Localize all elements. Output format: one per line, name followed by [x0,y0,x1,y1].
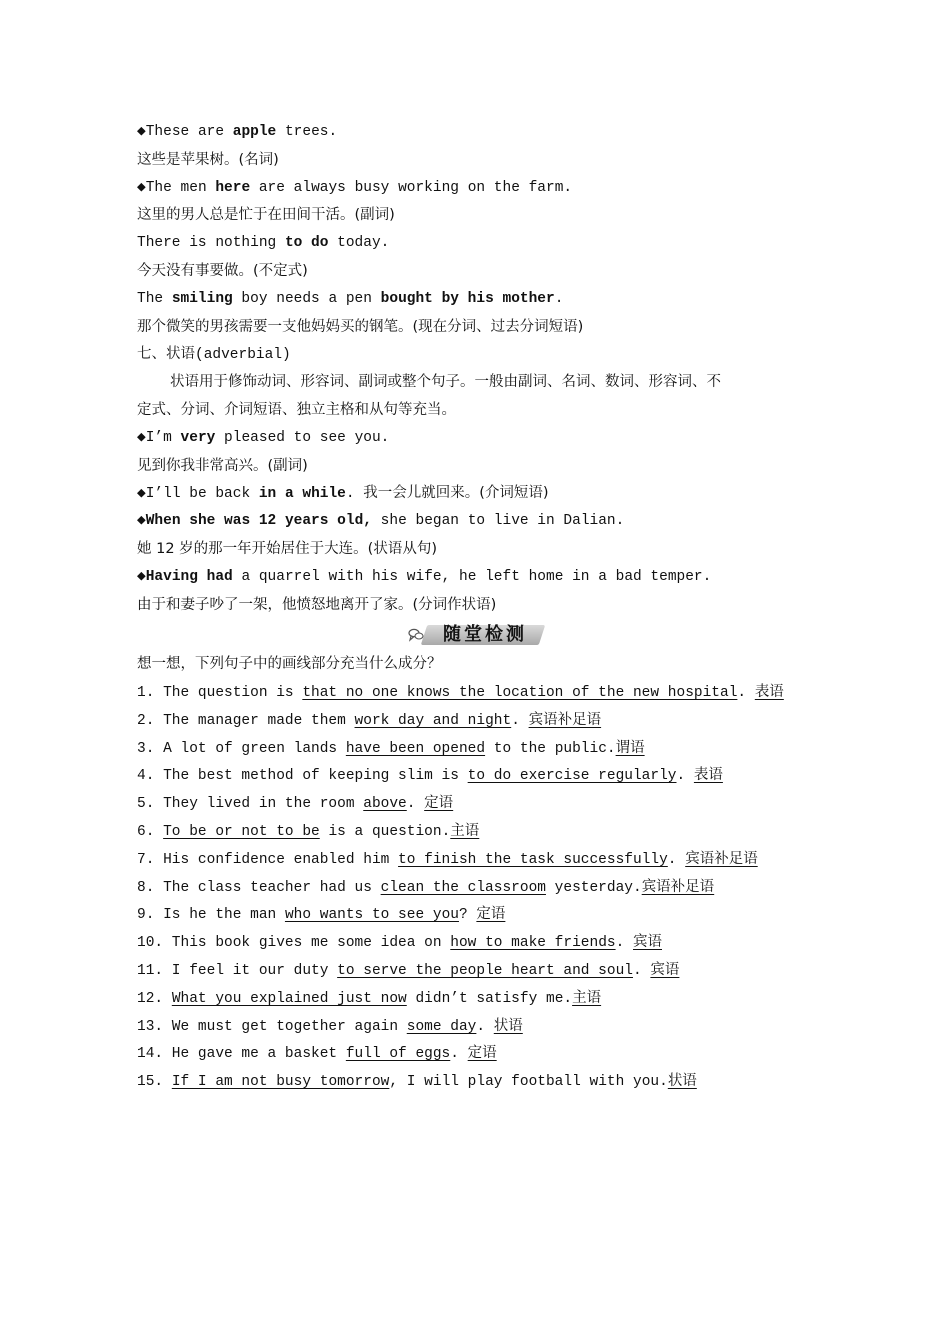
text-segment: 6. [137,824,164,840]
text-segment: 15. [137,1074,172,1091]
text-segment: 12. [137,990,172,1007]
bold-phrase: apple [232,124,277,140]
quiz-item [137,765,723,786]
text-line [137,289,563,309]
bold-phrase: bought by his mother [380,290,555,307]
text-segment: . [406,796,425,813]
text-segment: ◆These are [137,124,233,140]
answer-text: 定语 [424,795,454,812]
answer-text: 状语 [493,1017,523,1034]
underlined-phrase: work day and night [354,712,512,729]
quiz-item [137,988,601,1009]
text-segment: (adverbial) [195,347,291,364]
underlined-phrase: how to make friends [450,935,616,952]
underlined-phrase: have been opened [345,740,486,757]
text-segment: The [137,290,172,307]
text-segment: . [450,1046,468,1063]
text-segment: to the public. [485,740,616,757]
underlined-phrase: to serve the people heart and soul [337,963,633,979]
text-segment: 10. This book gives me some idea on [137,935,451,952]
answer-text: 表语 [693,767,723,784]
text-segment: ◆The men [137,179,216,196]
text-segment: 3. A lot of green lands [137,740,346,757]
answer-text: 宾语补足语 [641,878,715,895]
quiz-item [137,710,601,731]
text-segment: . [615,935,633,952]
quiz-item [137,849,758,870]
text-line [137,483,549,504]
answer-text: 谓语 [615,739,645,756]
text-segment: 今天没有事要做。(不定式) [137,263,308,279]
text-segment: , I will play football with you. [389,1074,668,1091]
text-segment: is a question. [319,824,451,840]
text-segment: today. [328,235,390,252]
quiz-item [137,793,453,814]
text-line [137,178,572,198]
text-segment: ? [458,907,477,924]
answer-text: 宾语 [633,934,662,951]
text-segment: are always busy working on the farm. [250,179,573,196]
text-segment: 11. I feel it our duty [137,963,338,979]
text-segment: 5. They lived in the room [137,796,364,813]
underlined-phrase: who wants to see you [284,907,459,924]
text-line [137,567,711,587]
text-segment: 见到你我非常高兴。(副词) [137,457,308,474]
quiz-item [137,682,784,703]
text-segment: 定式、分词、介词短语、独立主格和从句等充当。 [137,402,456,418]
quiz-item [137,1016,523,1037]
text-line [137,428,389,448]
bold-phrase: here [215,179,251,196]
text-segment: . [676,768,694,785]
text-segment: . [476,1018,494,1035]
text-line [137,205,395,226]
underlined-phrase: What you explained just now [171,990,407,1007]
quiz-intro: 想一想，下列句子中的画线部分充当什么成分？ [137,656,442,672]
text-segment: ◆I’ll be back [137,486,259,503]
text-segment: didn’t satisfy me. [406,990,573,1007]
text-line [137,456,308,477]
text-line [137,511,624,531]
quiz-item [137,932,662,953]
text-segment: yesterday. [545,879,642,896]
text-line [137,595,496,616]
underlined-phrase: to do exercise regularly [467,768,677,785]
section-banner [408,623,544,647]
answer-text: 宾语补足语 [528,711,602,728]
text-segment: she began to live in Dalian. [371,513,625,530]
text-line [137,400,456,421]
quiz-item [137,738,645,759]
text-segment: 七、状语 [137,346,195,363]
text-segment: 7. His confidence enabled him [137,851,399,868]
text-line [170,372,721,393]
text-line [137,150,279,171]
text-segment: ◆ [137,513,146,530]
text-segment: trees. [276,124,338,140]
bold-phrase: very [180,429,216,446]
text-segment: 14. He gave me a basket [137,1046,346,1063]
text-segment: pleased to see you. [215,429,390,446]
answer-text: 表语 [754,684,784,700]
bold-phrase: When she was 12 years old, [145,513,372,530]
text-segment: 9. Is he the man [137,907,285,924]
bold-phrase: to do [284,235,329,252]
text-segment: . [633,963,651,979]
text-line [137,539,437,560]
text-segment: 我一会儿就回来。(介词短语) [363,485,549,502]
underlined-phrase: clean the classroom [380,879,546,896]
banner-title: 随堂检测 [443,624,527,645]
text-segment: . [737,685,755,701]
answer-text: 定语 [476,906,506,923]
text-segment: 这些是苹果树。(名词) [137,151,279,168]
text-segment: a quarrel with his wife, he left home in a bad temper. [232,568,712,585]
underlined-phrase: some day [406,1018,477,1035]
underlined-phrase: full of eggs [345,1046,451,1063]
bold-phrase: in a while [258,486,346,503]
answer-text: 定语 [467,1045,497,1062]
text-segment: 那个微笑的男孩需要一支他妈妈买的钢笔。(现在分词、过去分词短语) [137,318,584,335]
text-line [137,261,308,282]
text-line [137,122,337,142]
text-segment: . [345,486,364,503]
answer-text: 主语 [572,989,602,1006]
text-line [137,233,389,253]
text-segment: ◆I’m [137,429,181,446]
text-segment: boy needs a pen [232,290,381,307]
answer-text: 宾语补足语 [685,850,758,867]
text-segment: 4. The best method of keeping slim is [137,768,468,785]
answer-text: 宾语 [650,962,680,978]
text-segment: 这里的男人总是忙于在田间干活。(副词) [137,207,395,224]
text-segment: 1. The question is [137,685,303,701]
underlined-phrase: to finish the task successfully [398,851,668,868]
bold-phrase: Having had [145,568,233,585]
text-segment: 8. The class teacher had us [137,879,381,896]
bold-phrase: smiling [171,290,233,307]
underlined-phrase: To be or not to be [163,824,320,840]
quiz-item [137,960,679,981]
text-segment: 由于和妻子吵了一架，他愤怒地离开了家。(分词作状语) [137,596,497,613]
text-segment: 2. The manager made them [137,712,355,729]
quiz-item [137,1043,497,1064]
text-segment: . [511,712,529,729]
text-segment: There is nothing [137,235,285,252]
answer-text: 主语 [450,823,480,839]
text-segment: . [667,851,686,868]
quiz-item [137,877,714,898]
text-line [137,344,291,365]
text-segment: ◆ [137,568,146,585]
quiz-item [137,1071,697,1092]
underlined-phrase: If I am not busy tomorrow [171,1074,390,1091]
underlined-phrase: above [363,796,407,813]
text-segment: 她 12 岁的那一年开始居住于大连。(状语从句) [137,541,437,557]
quiz-item [137,821,479,842]
text-segment: 状语用于修饰动词、形容词、副词或整个句子。一般由副词、名词、数词、形容词、不 [170,374,721,391]
text-segment: 13. We must get together again [137,1018,407,1035]
underlined-phrase: that no one knows the location of the new hospital [302,685,738,701]
quiz-item [137,904,505,925]
text-line [137,317,583,338]
answer-text: 状语 [667,1073,697,1090]
text-segment: . [554,290,564,307]
